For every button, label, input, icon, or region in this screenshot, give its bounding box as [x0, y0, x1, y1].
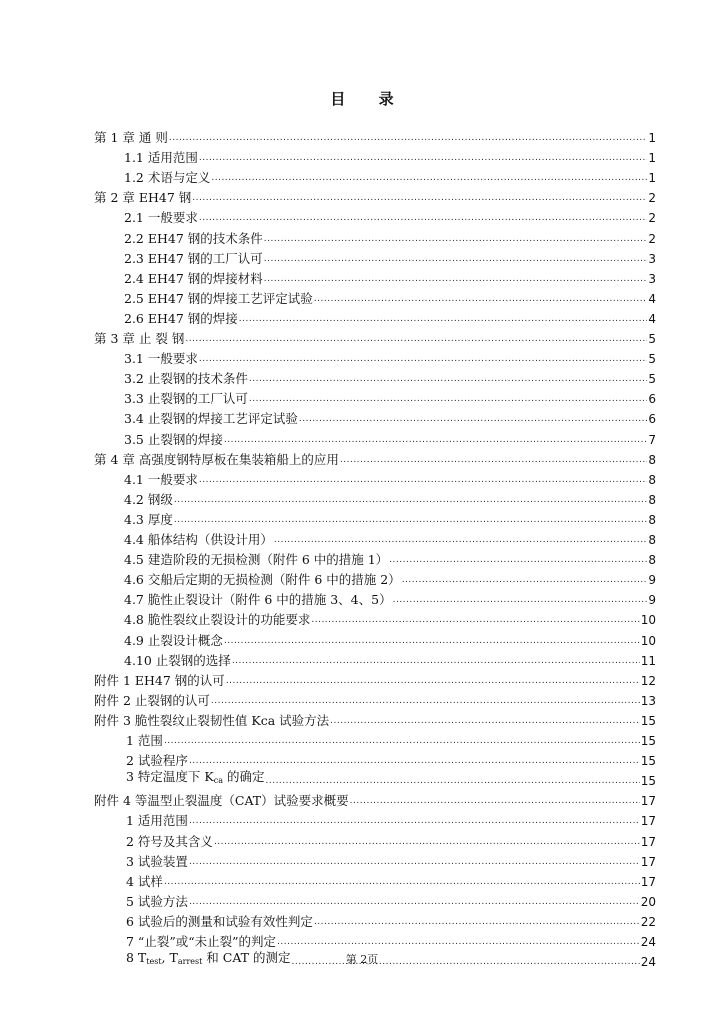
toc-entry-label: 4.4 船体结构（供设计用） [124, 532, 273, 547]
toc-page-number: 8 [648, 452, 656, 467]
toc-section-entry[interactable] [124, 306, 656, 326]
toc-section-entry[interactable] [124, 266, 656, 286]
toc-entry-label: 2.2 EH47 钢的技术条件 [124, 230, 263, 246]
toc-entry-label: 4.5 建造阶段的无损检测（附件 6 中的措施 1） [124, 552, 389, 568]
toc-title: 目 录 [330, 90, 408, 108]
toc-page-number: 9 [648, 573, 656, 588]
toc-leader-dots [224, 433, 648, 447]
toc-page-number: 17 [640, 874, 656, 889]
toc-chapter-entry[interactable] [94, 708, 656, 728]
toc-page-number: 8 [648, 533, 656, 547]
toc-page-number: 15 [640, 734, 656, 748]
toc-section-entry[interactable] [124, 145, 656, 165]
toc-section-entry[interactable] [124, 507, 656, 527]
toc-page-number: 24 [640, 935, 656, 949]
toc-page-number: 6 [648, 392, 656, 407]
toc-leader-dots [330, 714, 640, 728]
toc-entry-label: 1.1 适用范围 [124, 150, 198, 166]
toc-entry-label: 4.7 脆性止裂设计（附件 6 中的措施 3、4、5） [124, 592, 392, 608]
toc-entry-label: 附件 3 脆性裂纹止裂韧性值 Kca 试验方法 [94, 712, 330, 728]
toc-entry-label: 2.6 EH47 钢的焊接 [124, 310, 238, 326]
toc-leader-dots [174, 513, 648, 527]
toc-entry-label: 4.9 止裂设计概念 [124, 632, 223, 648]
toc-leader-dots [199, 352, 648, 366]
toc-leader-dots [264, 252, 648, 266]
toc-chapter-entry[interactable] [94, 185, 656, 205]
toc-leader-dots [189, 895, 640, 909]
toc-section-entry[interactable] [124, 467, 656, 487]
toc-entry-label: 4.10 止裂钢的选择 [124, 652, 231, 668]
toc-section-entry[interactable] [124, 286, 656, 306]
toc-leader-dots [311, 613, 639, 627]
toc-page-number: 5 [648, 372, 656, 387]
toc-section-entry[interactable] [124, 427, 656, 447]
toc-leader-dots [274, 533, 648, 547]
toc-section-entry[interactable] [124, 386, 656, 406]
toc-page-number: 1 [648, 131, 656, 145]
toc-page-number: 10 [640, 633, 656, 648]
toc-entry-label: 3 特定温度下 $K_{ca}$ 的确定 [126, 769, 265, 786]
toc-page-number: 2 [648, 191, 656, 206]
toc-page-number: 2 [648, 231, 656, 246]
toc-section-entry[interactable] [124, 547, 656, 567]
toc-page-number: 1 [648, 171, 656, 186]
toc-leader-dots [199, 211, 648, 225]
toc-section-entry[interactable] [126, 869, 656, 889]
toc-leader-dots [164, 875, 640, 889]
toc-page-number: 4 [648, 311, 656, 326]
toc-entry-label: 第 4 章 高强度钢特厚板在集装箱船上的应用 [94, 451, 339, 467]
toc-section-entry[interactable] [124, 487, 656, 507]
toc-leader-dots [189, 855, 640, 869]
toc-leader-dots [224, 634, 640, 648]
toc-page-number: 8 [648, 553, 656, 568]
toc-entry-label: 3.5 止裂钢的焊接 [124, 431, 223, 447]
toc-entry-label: 5 试验方法 [126, 893, 188, 909]
toc-leader-dots [214, 835, 640, 849]
toc-leader-dots [314, 292, 648, 306]
toc-entry-label: 4.6 交船后定期的无损检测（附件 6 中的措施 2） [124, 572, 401, 588]
toc-entry-label: 2.3 EH47 钢的工厂认可 [124, 250, 263, 266]
toc-page-number: 7 [648, 432, 656, 447]
toc-entry-label: 1 适用范围 [126, 813, 188, 829]
toc-entry-label: 3 试验装置 [126, 853, 188, 869]
toc-leader-dots [199, 151, 648, 165]
toc-leader-dots [226, 674, 640, 688]
toc-section-entry[interactable] [126, 748, 656, 768]
toc-leader-dots [211, 171, 647, 185]
toc-section-entry[interactable] [126, 728, 656, 748]
toc-entry-label: 3.3 止裂钢的工厂认可 [124, 391, 248, 407]
toc-leader-dots [265, 774, 639, 788]
toc-section-entry[interactable] [124, 406, 656, 426]
toc-page-number: 3 [648, 271, 656, 286]
toc-leader-dots [340, 453, 647, 467]
toc-leader-dots [389, 553, 647, 567]
toc-entry-label: 2.1 一般要求 [124, 210, 198, 226]
toc-chapter-entry[interactable] [94, 326, 656, 346]
toc-entry-label: 附件 4 等温型止裂温度（CAT）试验要求概要 [94, 793, 349, 809]
toc-leader-dots [277, 935, 640, 949]
toc-page-number: 4 [648, 291, 656, 306]
toc-entry-label: 4.3 厚度 [124, 511, 173, 527]
toc-page-number: 8 [648, 472, 656, 487]
toc-leader-dots [211, 694, 640, 708]
toc-entry-label: 2.4 EH47 钢的焊接材料 [124, 270, 263, 286]
toc-section-entry[interactable] [124, 205, 656, 225]
toc-leader-dots [402, 573, 648, 587]
toc-page-number: 17 [640, 854, 656, 869]
toc-section-entry[interactable] [124, 346, 656, 366]
toc-section-entry[interactable] [124, 587, 656, 607]
toc-entry-label: 2 试验程序 [126, 753, 188, 769]
toc-section-entry[interactable] [124, 527, 656, 547]
toc-page-number: 8 [648, 512, 656, 527]
toc-entry-label: 3.1 一般要求 [124, 351, 198, 367]
toc-entry-label: 第 3 章 止 裂 钢 [94, 331, 185, 346]
toc-page-number: 20 [640, 894, 656, 909]
toc-leader-dots [249, 392, 648, 406]
toc-leader-dots [189, 754, 640, 768]
toc-page-number: 22 [640, 914, 656, 929]
toc-entry-label: 2.5 EH47 钢的焊接工艺评定试验 [124, 290, 313, 306]
toc-leader-dots [314, 915, 640, 929]
toc-entry-label: 3.2 止裂钢的技术条件 [124, 371, 248, 387]
toc-page-number: 15 [640, 754, 656, 769]
toc-entry-label: 第 1 章 通 则 [94, 130, 168, 145]
toc-section-entry[interactable] [126, 849, 656, 869]
toc-section-entry[interactable] [126, 808, 656, 828]
toc-section-entry[interactable] [124, 165, 656, 185]
toc-page-number: 1 [648, 151, 656, 166]
toc-leader-dots [185, 332, 647, 346]
toc-page-number: 13 [640, 693, 656, 708]
toc-leader-dots [264, 272, 648, 286]
toc-chapter-entry[interactable] [94, 788, 656, 808]
toc-leader-dots [189, 814, 640, 828]
toc-entry-label: 附件 1 EH47 钢的认可 [94, 672, 225, 688]
toc-page-number: 24 [640, 955, 656, 970]
toc-page-number: 11 [640, 653, 656, 668]
toc-page-number: 2 [648, 211, 656, 226]
toc-section-entry[interactable] [126, 889, 656, 909]
toc-page-number: 15 [640, 713, 656, 728]
toc-entry-label: 7 “止裂”或“未止裂”的判定 [126, 934, 276, 949]
toc-leader-dots [164, 734, 640, 748]
toc-page-number: 3 [648, 251, 656, 266]
toc-entry-label: 8 $T_{test}$, $T_{arrest}$ 和 CAT 的测定 [126, 950, 291, 967]
toc-entry-label: 2 符号及其含义 [126, 833, 213, 849]
toc-leader-dots [192, 191, 647, 205]
toc-page-number: 17 [640, 794, 656, 809]
toc-page-number: 15 [640, 774, 656, 789]
toc-entry-label: 第 2 章 EH47 钢 [94, 190, 192, 206]
toc-section-entry[interactable] [124, 226, 656, 246]
toc-entry-label: 3.4 止裂钢的焊接工艺评定试验 [124, 411, 298, 427]
toc-chapter-entry[interactable] [94, 447, 656, 467]
toc-leader-dots [169, 131, 648, 145]
toc-section-entry[interactable] [124, 567, 656, 587]
toc-entry-label: 6 试验后的测量和试验有效性判定 [126, 913, 313, 929]
toc-leader-dots [350, 794, 640, 808]
toc-page-number: 5 [648, 352, 656, 367]
toc-page-number: 8 [648, 492, 656, 507]
toc-page-number: 10 [640, 613, 656, 628]
toc-page-number: 9 [648, 593, 656, 608]
toc-leader-dots [239, 312, 648, 326]
toc-page-number: 6 [648, 412, 656, 427]
toc-entry-label: 4 试样 [126, 873, 163, 889]
toc-section-entry[interactable] [124, 366, 656, 386]
toc-page-number: 17 [640, 834, 656, 849]
toc-leader-dots [393, 593, 648, 607]
toc-section-entry[interactable] [126, 929, 656, 949]
toc-leader-dots [199, 473, 648, 487]
toc-leader-dots [232, 654, 640, 668]
toc-section-entry[interactable] [126, 768, 656, 788]
toc-chapter-entry[interactable] [94, 688, 656, 708]
toc-entry-label: 1 范围 [126, 733, 163, 748]
toc-leader-dots [264, 232, 648, 246]
toc-leader-dots [174, 493, 648, 507]
toc-leader-dots [249, 372, 648, 386]
toc-entry-label: 4.1 一般要求 [124, 471, 198, 487]
toc-chapter-entry[interactable] [94, 668, 656, 688]
toc-page-number: 12 [640, 673, 656, 688]
page-footer: 第 2页 [345, 953, 379, 966]
toc-section-entry[interactable] [126, 829, 656, 849]
toc-entry-label: 附件 2 止裂钢的认可 [94, 692, 210, 708]
toc-leader-dots [299, 412, 648, 426]
toc-section-entry[interactable] [126, 909, 656, 929]
toc-page-number: 5 [648, 332, 656, 346]
toc-section-entry[interactable] [124, 246, 656, 266]
toc-section-entry[interactable] [124, 607, 656, 627]
toc-page-number: 17 [640, 814, 656, 829]
toc-chapter-entry[interactable] [94, 125, 656, 145]
toc-entry-label: 4.2 钢级 [124, 491, 173, 507]
toc-section-entry[interactable] [124, 648, 656, 668]
toc-entry-label: 4.8 脆性裂纹止裂设计的功能要求 [124, 612, 311, 628]
toc-section-entry[interactable] [124, 628, 656, 648]
toc-entry-label: 1.2 术语与定义 [124, 170, 211, 186]
